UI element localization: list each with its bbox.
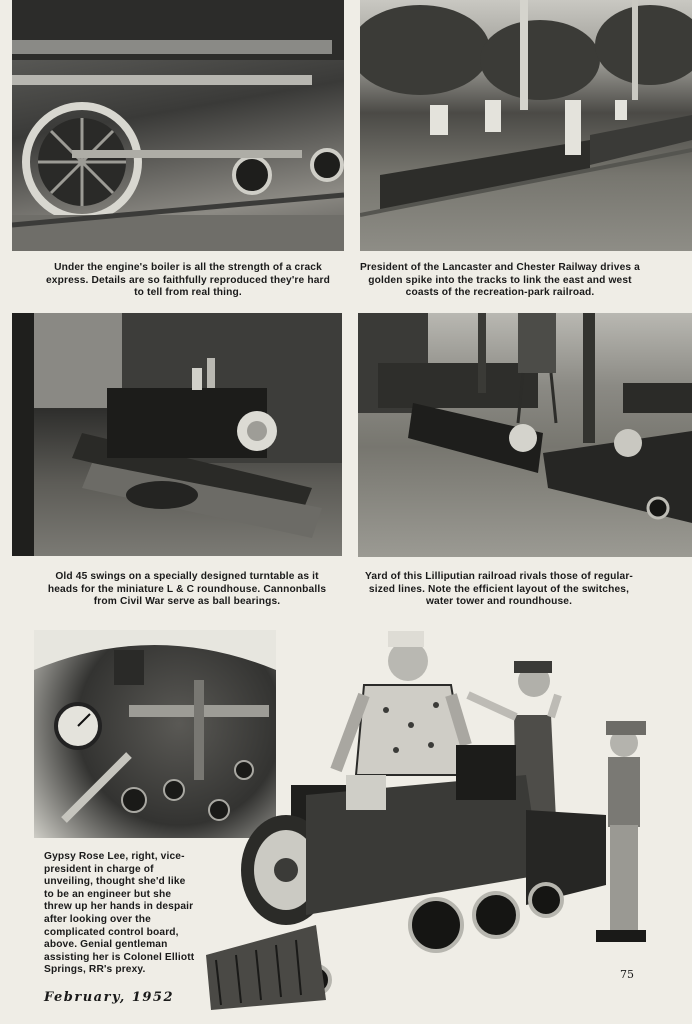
caption-engine-boiler: Under the engine's boiler is all the strength of a crack express. Details are so faithfully reproduced they're hard to tell from real thing. xyxy=(45,262,331,299)
turntable-illustration xyxy=(12,313,342,556)
caption-gypsy-rose-lee: Gypsy Rose Lee, right, vice-president in charge of unveiling, thought she'd like to be an engineer but she threw up her hands in despair after looking over the complicated control board, above. Genial gentleman assisting her is Colonel Elliott Springs, RR's prexy. xyxy=(44,851,195,976)
spike-illustration xyxy=(360,0,692,251)
photo-rail-yard xyxy=(358,313,692,557)
photo-engine-boiler xyxy=(12,0,344,251)
photo-golden-spike xyxy=(360,0,692,251)
caption-turntable: Old 45 swings on a specially designed turntable as it heads for the miniature L & C roundhouse. Cannonballs from Civil War serve as ball bearings. xyxy=(47,571,327,608)
photo-cutout-locomotive xyxy=(196,625,666,1015)
caption-rail-yard: Yard of this Lilliputian railroad rivals those of regular-sized lines. Note the efficient layout of the switches, water tower and roundhouse. xyxy=(365,571,633,608)
boiler-illustration xyxy=(12,0,344,251)
caption-golden-spike: President of the Lancaster and Chester Railway drives a golden spike into the tracks to link the east and west coasts of the recreation-park railroad. xyxy=(359,262,640,299)
cutout-illustration xyxy=(196,625,666,1015)
page-number: 75 xyxy=(620,968,634,981)
yard-illustration xyxy=(358,313,692,557)
footer-date: February, 1952 xyxy=(44,990,174,1005)
photo-turntable xyxy=(12,313,342,556)
